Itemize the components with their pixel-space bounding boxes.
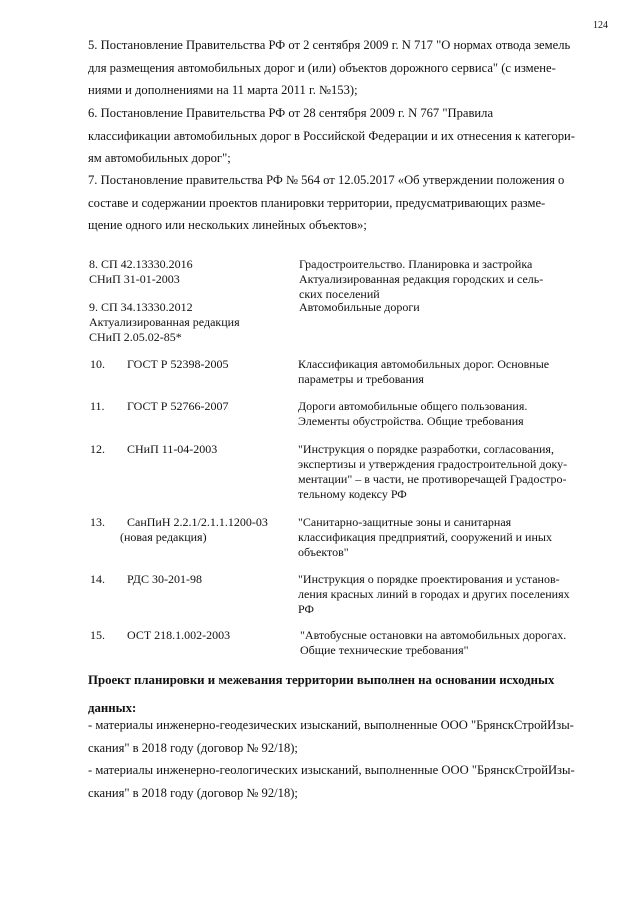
paragraph-item-6 <box>88 102 594 170</box>
norm-description-8: Градостроительство. Планировка и застройка Актуализированная редакция городских и сель- ских поселений <box>299 257 544 301</box>
norm-description-10: Классификация автомобильных дорог. Основные параметры и требования <box>298 357 550 386</box>
section-heading: Проект планировки и межевания территории выполнен на основании исходных данных: <box>88 673 555 715</box>
source-item-2 <box>88 759 594 804</box>
norm-code-13: СанПиН 2.2.1/2.1.1.1200-03 (новая редакция) <box>120 515 268 544</box>
norm-description-9: Автомобильные дороги <box>299 300 420 314</box>
norm-code-8: 8. СП 42.13330.2016 СНиП 31-01-2003 <box>89 257 193 286</box>
paragraph-line: 7. Постановление правительства РФ № 564 от 12.05.2017 «Об утверждении положения о <box>88 173 565 187</box>
norm-code-11: ГОСТ Р 52766-2007 <box>127 399 229 413</box>
source-line: - материалы инженерно-геодезических изысканий, выполненные ООО "БрянскСтройИзы- <box>88 718 574 732</box>
norm-code-15: ОСТ 218.1.002-2003 <box>127 628 231 642</box>
source-line: скания" в 2018 году (договор № 92/18); <box>88 785 298 800</box>
norm-description-12: "Инструкция о порядке разработки, согласования, экспертизы и утверждения градостроительной доку- ментации" – в части, не противоречащей Градостро- тельному кодексу РФ <box>298 442 568 501</box>
paragraph-item-7 <box>88 169 594 237</box>
paragraph-line: щение одного или нескольких линейных объектов»; <box>88 218 367 233</box>
norm-description-11: Дороги автомобильные общего пользования. Элементы обустройства. Общие требования <box>298 399 528 428</box>
paragraph-line: классификации автомобильных дорог в Российской Федерации и их отнесения к категори- <box>88 128 575 143</box>
norm-number-12: 12. <box>90 442 105 456</box>
norm-description-15: "Автобусные остановки на автомобильных дорогах. Общие технические требования" <box>300 628 567 657</box>
source-item-1 <box>88 714 594 759</box>
source-line: - материалы инженерно-геологических изысканий, выполненные ООО "БрянскСтройИзы- <box>88 763 575 777</box>
paragraph-line: ям автомобильных дорог"; <box>88 151 231 166</box>
norm-description-13: "Санитарно-защитные зоны и санитарная классификация предприятий, сооружений и иных объектов" <box>298 515 552 559</box>
norm-code-10: ГОСТ Р 52398-2005 <box>127 357 229 371</box>
paragraph-line: 5. Постановление Правительства РФ от 2 сентября 2009 г. N 717 "О нормах отвода земель <box>88 38 571 52</box>
source-line: скания" в 2018 году (договор № 92/18); <box>88 740 298 755</box>
page-number: 124 <box>593 20 608 31</box>
norm-number-10: 10. <box>90 357 105 371</box>
norm-description-14: "Инструкция о порядке проектирования и установ- ления красных линий в городах и других поселениях РФ <box>298 572 570 616</box>
norm-code-9: 9. СП 34.13330.2012 Актуализированная редакция СНиП 2.05.02-85* <box>89 300 240 344</box>
norm-number-13: 13. <box>90 515 105 529</box>
norm-number-14: 14. <box>90 572 105 586</box>
norm-number-15: 15. <box>90 628 105 642</box>
norm-code-12: СНиП 11-04-2003 <box>127 442 218 456</box>
paragraph-line: составе и содержании проектов планировки территории, предусматривающих разме- <box>88 195 546 210</box>
paragraph-line: ниями и дополнениями на 11 марта 2011 г. №153); <box>88 83 358 98</box>
norm-number-11: 11. <box>90 399 105 413</box>
paragraph-line: для размещения автомобильных дорог и (или) объектов дорожного сервиса" (с измене- <box>88 60 556 75</box>
paragraph-line: 6. Постановление Правительства РФ от 28 сентября 2009 г. N 767 "Правила <box>88 106 494 120</box>
norm-code-14: РДС 30-201-98 <box>127 572 202 586</box>
paragraph-item-5 <box>88 34 594 102</box>
